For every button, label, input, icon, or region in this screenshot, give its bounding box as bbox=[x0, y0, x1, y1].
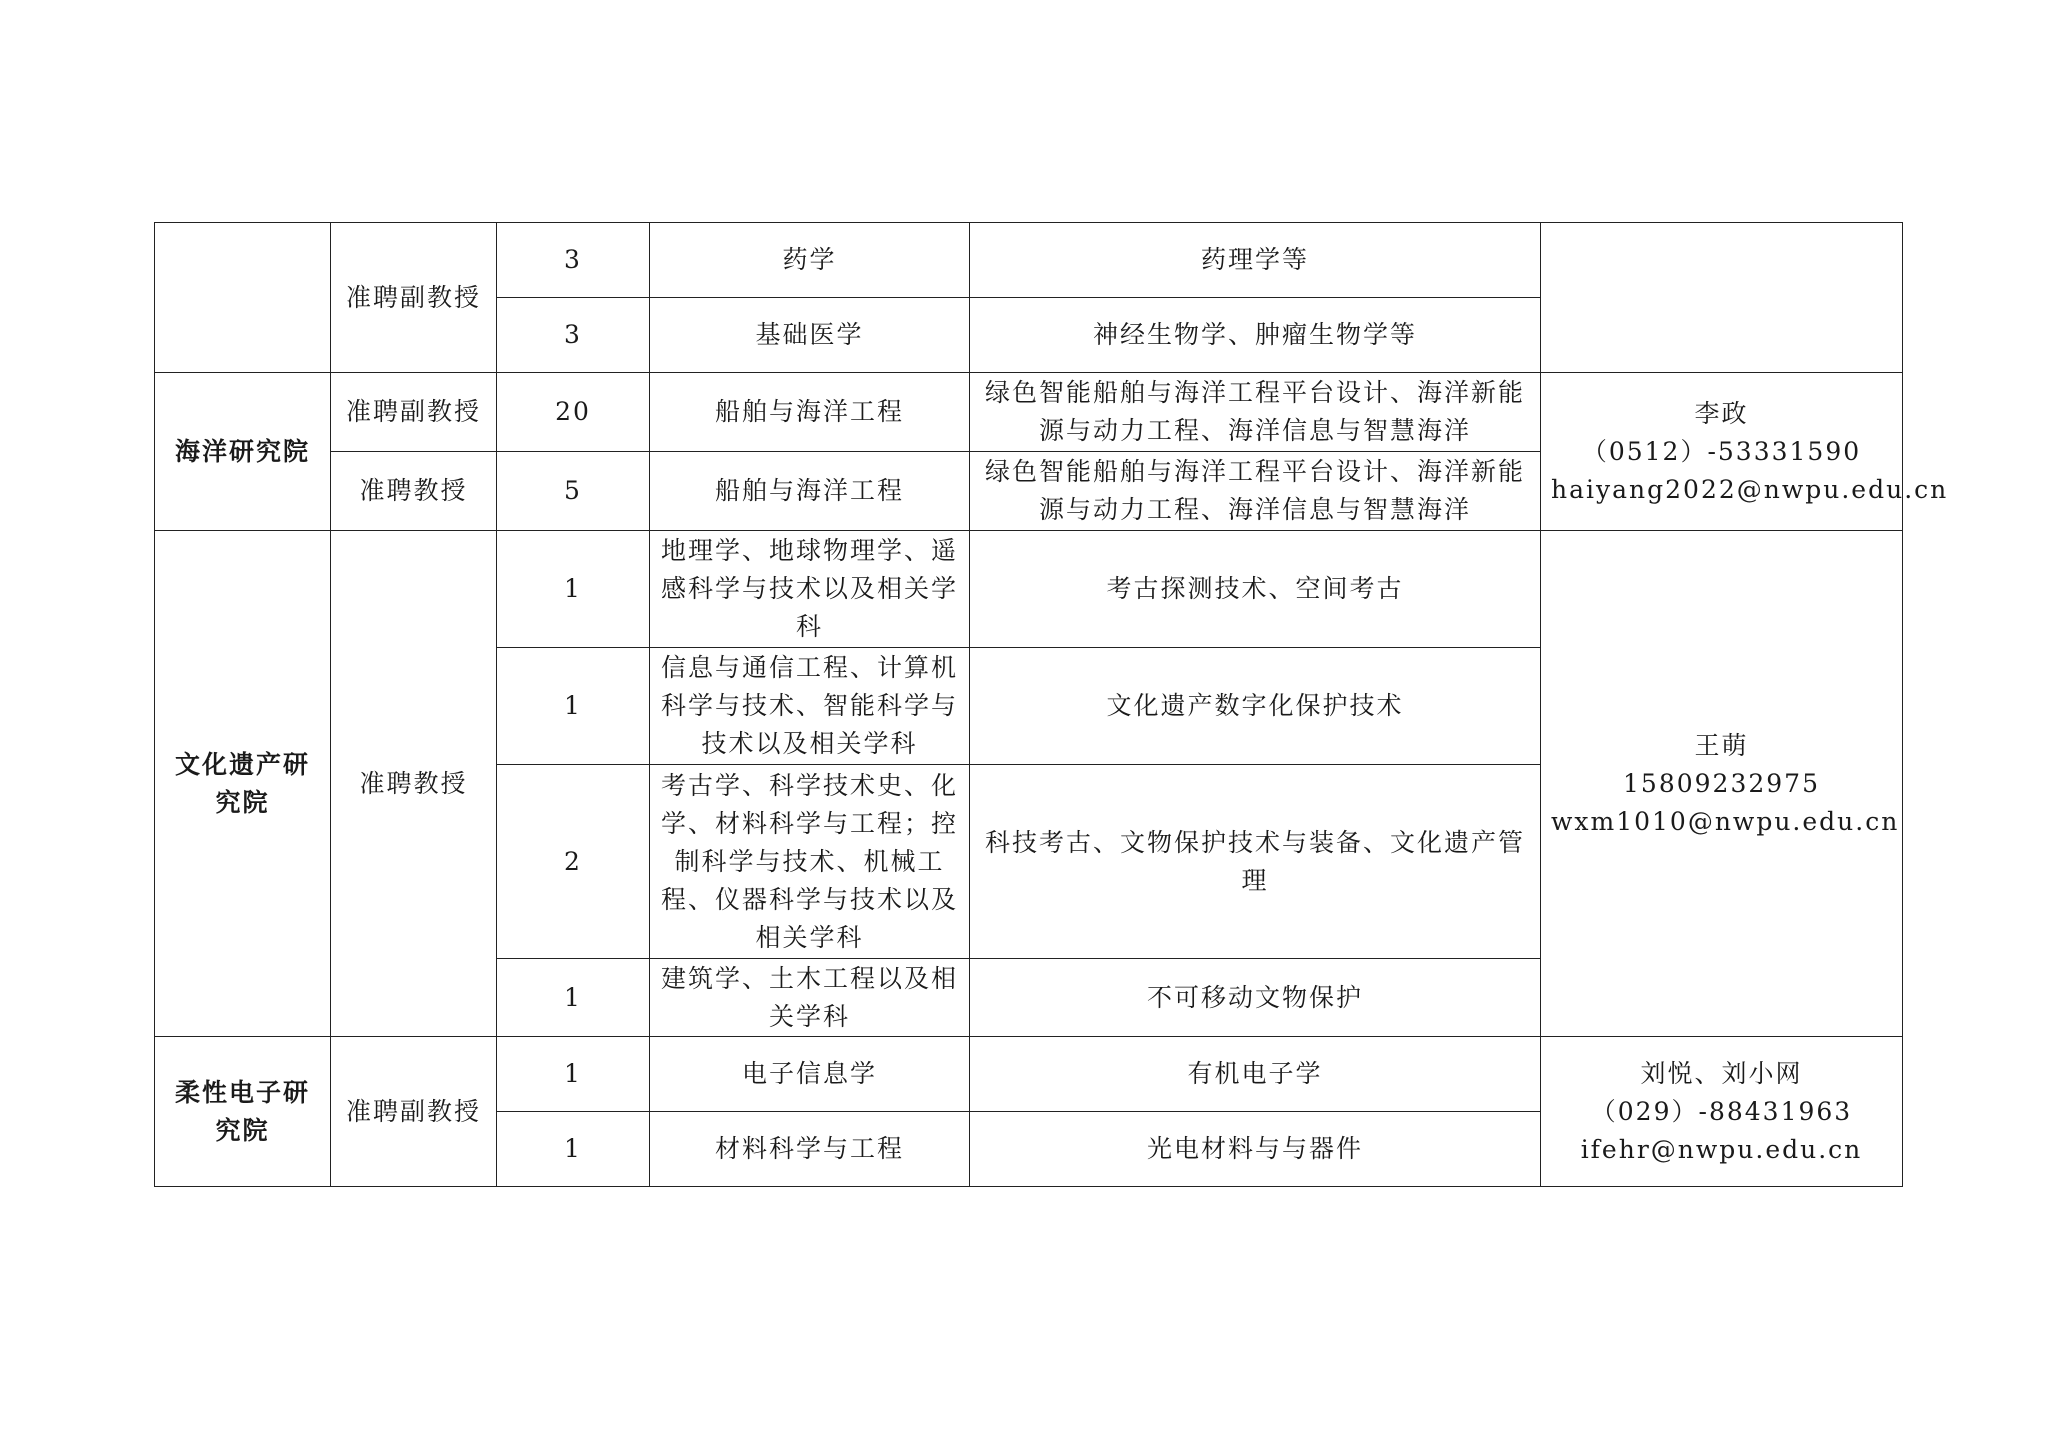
position-cell: 准聘副教授 bbox=[331, 373, 497, 452]
discipline-cell: 药学 bbox=[650, 223, 970, 298]
discipline-cell: 船舶与海洋工程 bbox=[650, 373, 970, 452]
direction-cell: 有机电子学 bbox=[970, 1037, 1541, 1112]
position-cell: 准聘教授 bbox=[331, 452, 497, 531]
discipline-cell: 地理学、地球物理学、遥感科学与技术以及相关学科 bbox=[650, 531, 970, 648]
direction-cell: 不可移动文物保护 bbox=[970, 959, 1541, 1037]
position-cell: 准聘副教授 bbox=[331, 1037, 497, 1187]
discipline-cell: 船舶与海洋工程 bbox=[650, 452, 970, 531]
contact-phone: 15809232975 bbox=[1623, 768, 1820, 798]
direction-cell: 神经生物学、肿瘤生物学等 bbox=[970, 298, 1541, 373]
count-cell: 3 bbox=[497, 223, 650, 298]
institute-cell: 柔性电子研究院 bbox=[155, 1037, 331, 1187]
recruitment-table bbox=[154, 222, 1949, 1187]
contact-cell bbox=[1541, 223, 1903, 373]
contact-name: 李政 bbox=[1694, 398, 1749, 428]
count-cell: 5 bbox=[497, 452, 650, 531]
contact-email: wxm1010@nwpu.edu.cn bbox=[1551, 806, 1900, 836]
discipline-cell: 材料科学与工程 bbox=[650, 1112, 970, 1187]
direction-cell: 考古探测技术、空间考古 bbox=[970, 531, 1541, 648]
count-cell: 1 bbox=[497, 1112, 650, 1187]
institute-cell: 海洋研究院 bbox=[155, 373, 331, 531]
discipline-cell: 建筑学、土木工程以及相关学科 bbox=[650, 959, 970, 1037]
position-cell: 准聘教授 bbox=[331, 531, 497, 1037]
contact-cell bbox=[1541, 1037, 1903, 1187]
direction-cell: 绿色智能船舶与海洋工程平台设计、海洋新能源与动力工程、海洋信息与智慧海洋 bbox=[970, 452, 1541, 531]
count-cell: 1 bbox=[497, 648, 650, 765]
table-row bbox=[155, 373, 1903, 452]
contact-phone: （029）-88431963 bbox=[1590, 1096, 1853, 1126]
direction-cell: 绿色智能船舶与海洋工程平台设计、海洋新能源与动力工程、海洋信息与智慧海洋 bbox=[970, 373, 1541, 452]
direction-cell: 科技考古、文物保护技术与装备、文化遗产管理 bbox=[970, 765, 1541, 959]
count-cell: 1 bbox=[497, 1037, 650, 1112]
institute-cell: 文化遗产研究院 bbox=[155, 531, 331, 1037]
contact-cell bbox=[1541, 531, 1903, 1037]
contact-email: ifehr@nwpu.edu.cn bbox=[1580, 1134, 1863, 1164]
contact-cell bbox=[1541, 373, 1949, 531]
table-row bbox=[155, 1037, 1903, 1112]
contact-name: 王萌 bbox=[1694, 730, 1749, 760]
count-cell: 1 bbox=[497, 959, 650, 1037]
institute-cell bbox=[155, 223, 331, 373]
direction-cell: 文化遗产数字化保护技术 bbox=[970, 648, 1541, 765]
discipline-cell: 考古学、科学技术史、化学、材料科学与工程；控制科学与技术、机械工程、仪器科学与技术以及相关学科 bbox=[650, 765, 970, 959]
discipline-cell: 信息与通信工程、计算机科学与技术、智能科学与技术以及相关学科 bbox=[650, 648, 970, 765]
table-row bbox=[155, 531, 1903, 648]
position-cell: 准聘副教授 bbox=[331, 223, 497, 373]
contact-phone: （0512）-53331590 bbox=[1581, 436, 1862, 466]
discipline-cell: 基础医学 bbox=[650, 298, 970, 373]
direction-cell: 药理学等 bbox=[970, 223, 1541, 298]
count-cell: 1 bbox=[497, 531, 650, 648]
contact-email: haiyang2022@nwpu.edu.cn bbox=[1551, 474, 1949, 504]
count-cell: 2 bbox=[497, 765, 650, 959]
count-cell: 20 bbox=[497, 373, 650, 452]
direction-cell: 光电材料与与器件 bbox=[970, 1112, 1541, 1187]
contact-name: 刘悦、刘小网 bbox=[1640, 1058, 1803, 1088]
count-cell: 3 bbox=[497, 298, 650, 373]
table-row bbox=[155, 223, 1903, 298]
discipline-cell: 电子信息学 bbox=[650, 1037, 970, 1112]
